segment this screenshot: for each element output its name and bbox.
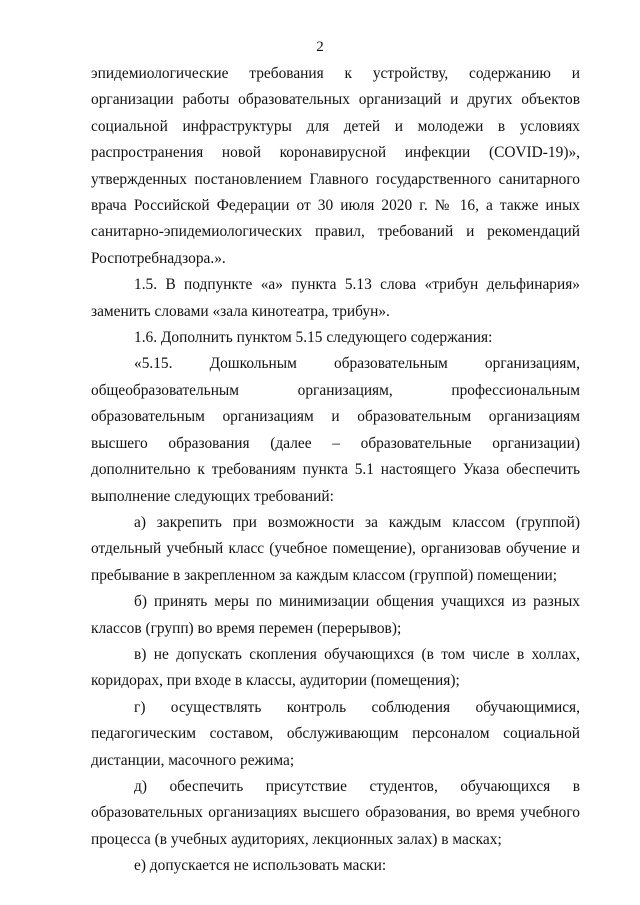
paragraph-subitem-v: в) не допускать скопления обучающихся (в том числе в холлах, коридорах, при входе в классы, аудитории (помещения);	[91, 645, 580, 690]
paragraph-subitem-g: г) осуществлять контроль соблюдения обучающимися, педагогическим составом, обслуживающим персоналом социальной дистанции, масочного режима;	[91, 698, 580, 769]
paragraph-item-1-6: 1.6. Дополнить пунктом 5.15 следующего содержания:	[134, 329, 493, 347]
document-body	[91, 61, 580, 880]
paragraph-subitem-a: а) закрепить при возможности за каждым классом (группой) отдельный учебный класс (учебное помещение), организовав обучение и пребывание в закрепленном за каждым классом (группой) помещении;	[91, 513, 580, 584]
paragraph-subitem-b: б) принять меры по минимизации общения учащихся из разных классов (групп) во время перемен (перерывов);	[91, 593, 580, 637]
paragraph-subitem-e: е) допускается не использовать маски:	[134, 857, 387, 875]
paragraph-item-5-15: «5.15. Дошкольным образовательным организациям, общеобразовательным организациям, профессиональным образовательным организациям и образовательным организациям высшего образования (далее – образовательные организации) дополнительно к требованиям пункта 5.1 настоящего Указа обеспечить выполнение следующих требований:	[91, 355, 580, 505]
page-number: 2	[316, 39, 324, 55]
paragraph-subitem-d: д) обеспечить присутствие студентов, обучающихся в образовательных организациях высшего образования, во время учебного процесса (в учебных аудиториях, лекционных залах) в масках;	[91, 777, 580, 848]
paragraph-item-1-5: 1.5. В подпункте «а» пункта 5.13 слова «трибун дельфинария» заменить словами «зала кинотеатра, трибун».	[91, 276, 580, 320]
paragraph-continuation: эпидемиологические требования к устройству, содержанию и организации работы образовательных организаций и других объектов социальной инфраструктуры для детей и молодежи в условиях распространения новой коронавирусной инфекции (COVID-19)», утвержденных постановлением Главного государственного санитарного врача Российской Федерации от 30 июля 2020 г. № 16, а также иных санитарно-эпидемиологических правил, требований и рекомендаций Роспотребнадзора.».	[91, 65, 580, 267]
